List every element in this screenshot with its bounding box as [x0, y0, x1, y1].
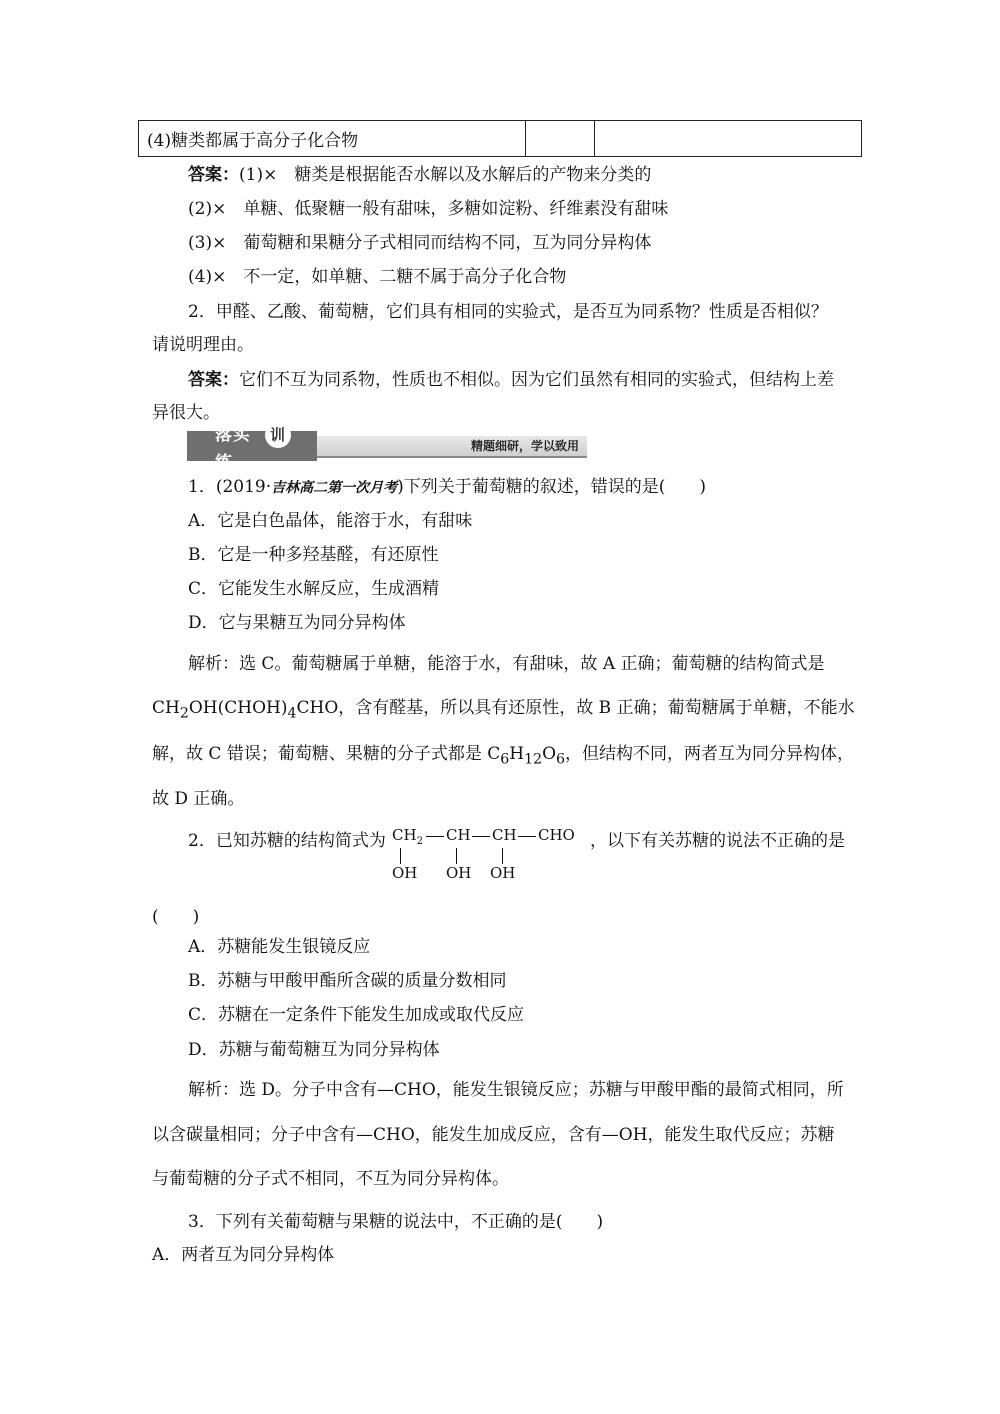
exercise-3-stem: 3．下列有关葡萄糖与果糖的说法中，不正确的是( ): [188, 1212, 604, 1232]
question-2-line-1: 2．甲醛、乙酸、葡萄糖，它们具有相同的实验式，是否互为同系物？性质是否相似？: [188, 302, 828, 322]
exercise-2-stem-pre: 2．已知苏糖的结构简式为: [188, 831, 386, 851]
table-cell-statement: (4)糖类都属于高分子化合物: [139, 121, 526, 157]
exercise-2-option-a: A．苏糖能发生银镜反应: [188, 937, 371, 957]
exercise-1-solution-line-1: 解析：选 C。葡萄糖属于单糖，能溶于水，有甜味，故 A 正确；葡萄糖的结构简式是: [188, 654, 825, 674]
exercise-2-solution-line-3: 与葡萄糖的分子式不相同，不互为同分异构体。: [152, 1169, 509, 1189]
exercise-2-stem-post: ，以下有关苏糖的说法不正确的是: [590, 831, 845, 851]
answer-label: 答案：: [188, 165, 239, 185]
exercise-1-option-c: C．它能发生水解反应，生成酒精: [188, 579, 440, 599]
exercise-1-option-a: A．它是白色晶体，能溶于水，有甜味: [188, 511, 473, 531]
table-cell-reason: [595, 121, 862, 157]
answer-line-2: (2)× 单糖、低聚糖一般有甜味，多糖如淀粉、纤维素没有甜味: [188, 199, 669, 219]
exercise-2-solution-line-1: 解析：选 D。分子中含有—CHO，能发生银镜反应；苏糖与甲酸甲酯的最简式相同，所: [188, 1080, 844, 1100]
exercise-1-stem: 1．(2019·吉林高二第一次月考)下列关于葡萄糖的叙述，错误的是( ): [188, 477, 707, 497]
question-2-answer-line-2: 异很大。: [152, 403, 220, 423]
exercise-1-solution-line-3: 解，故 C 错误；葡萄糖、果糖的分子式都是 $C_6H_{12}O_6$，但结构不同，两者互为同分异构体，: [152, 744, 855, 768]
exercise-3-option-a: A．两者互为同分异构体: [152, 1245, 335, 1265]
banner-title: 落实 训练: [187, 431, 317, 461]
answer-line-4: (4)× 不一定，如单糖、二糖不属于高分子化合物: [188, 267, 567, 287]
banner-circle-badge: 训: [265, 422, 291, 448]
exercise-1-solution-line-4: 故 D 正确。: [152, 789, 245, 809]
exercise-1-solution-line-2: $CH_2OH(CHOH)_4CHO$，含有醛基，所以具有还原性，故 B 正确；葡萄糖属于单糖，不能水: [152, 698, 855, 722]
answer-line-1: 答案：(1)× 糖类是根据能否水解以及水解后的产物来分类的: [188, 165, 652, 185]
exercise-2-option-b: B．苏糖与甲酸甲酯所含碳的质量分数相同: [188, 971, 507, 991]
section-banner: [187, 424, 587, 473]
answer-line-3: (3)× 葡萄糖和果糖分子式相同而结构不同，互为同分异构体: [188, 233, 652, 253]
exercise-2-option-c: C．苏糖在一定条件下能发生加成或取代反应: [188, 1005, 525, 1025]
question-2-line-2: 请说明理由。: [152, 335, 254, 355]
true-false-table: [138, 120, 862, 157]
exercise-2-option-d: D．苏糖与葡萄糖互为同分异构体: [188, 1040, 440, 1060]
exercise-2-answer-paren: ( ): [152, 907, 200, 927]
exercise-2-solution-line-2: 以含碳量相同；分子中含有—CHO，能发生加成反应，含有—OH，能发生取代反应；苏糖: [152, 1125, 835, 1145]
exercise-1-option-d: D．它与果糖互为同分异构体: [188, 613, 406, 633]
banner-slogan: 精题细研，学以致用: [470, 439, 579, 453]
question-2-answer-line-1: 答案：它们不互为同系物，性质也不相似。因为它们虽然有相同的实验式，但结构上差: [188, 370, 834, 390]
exercise-source: 吉林高二第一次月考: [271, 480, 398, 496]
threose-structure-formula: $CH_2$ CH CH CHO OH OH OH: [392, 826, 575, 882]
table-row: [139, 121, 862, 157]
table-cell-judgement: [526, 121, 595, 157]
exercise-1-option-b: B．它是一种多羟基醛，有还原性: [188, 545, 439, 565]
